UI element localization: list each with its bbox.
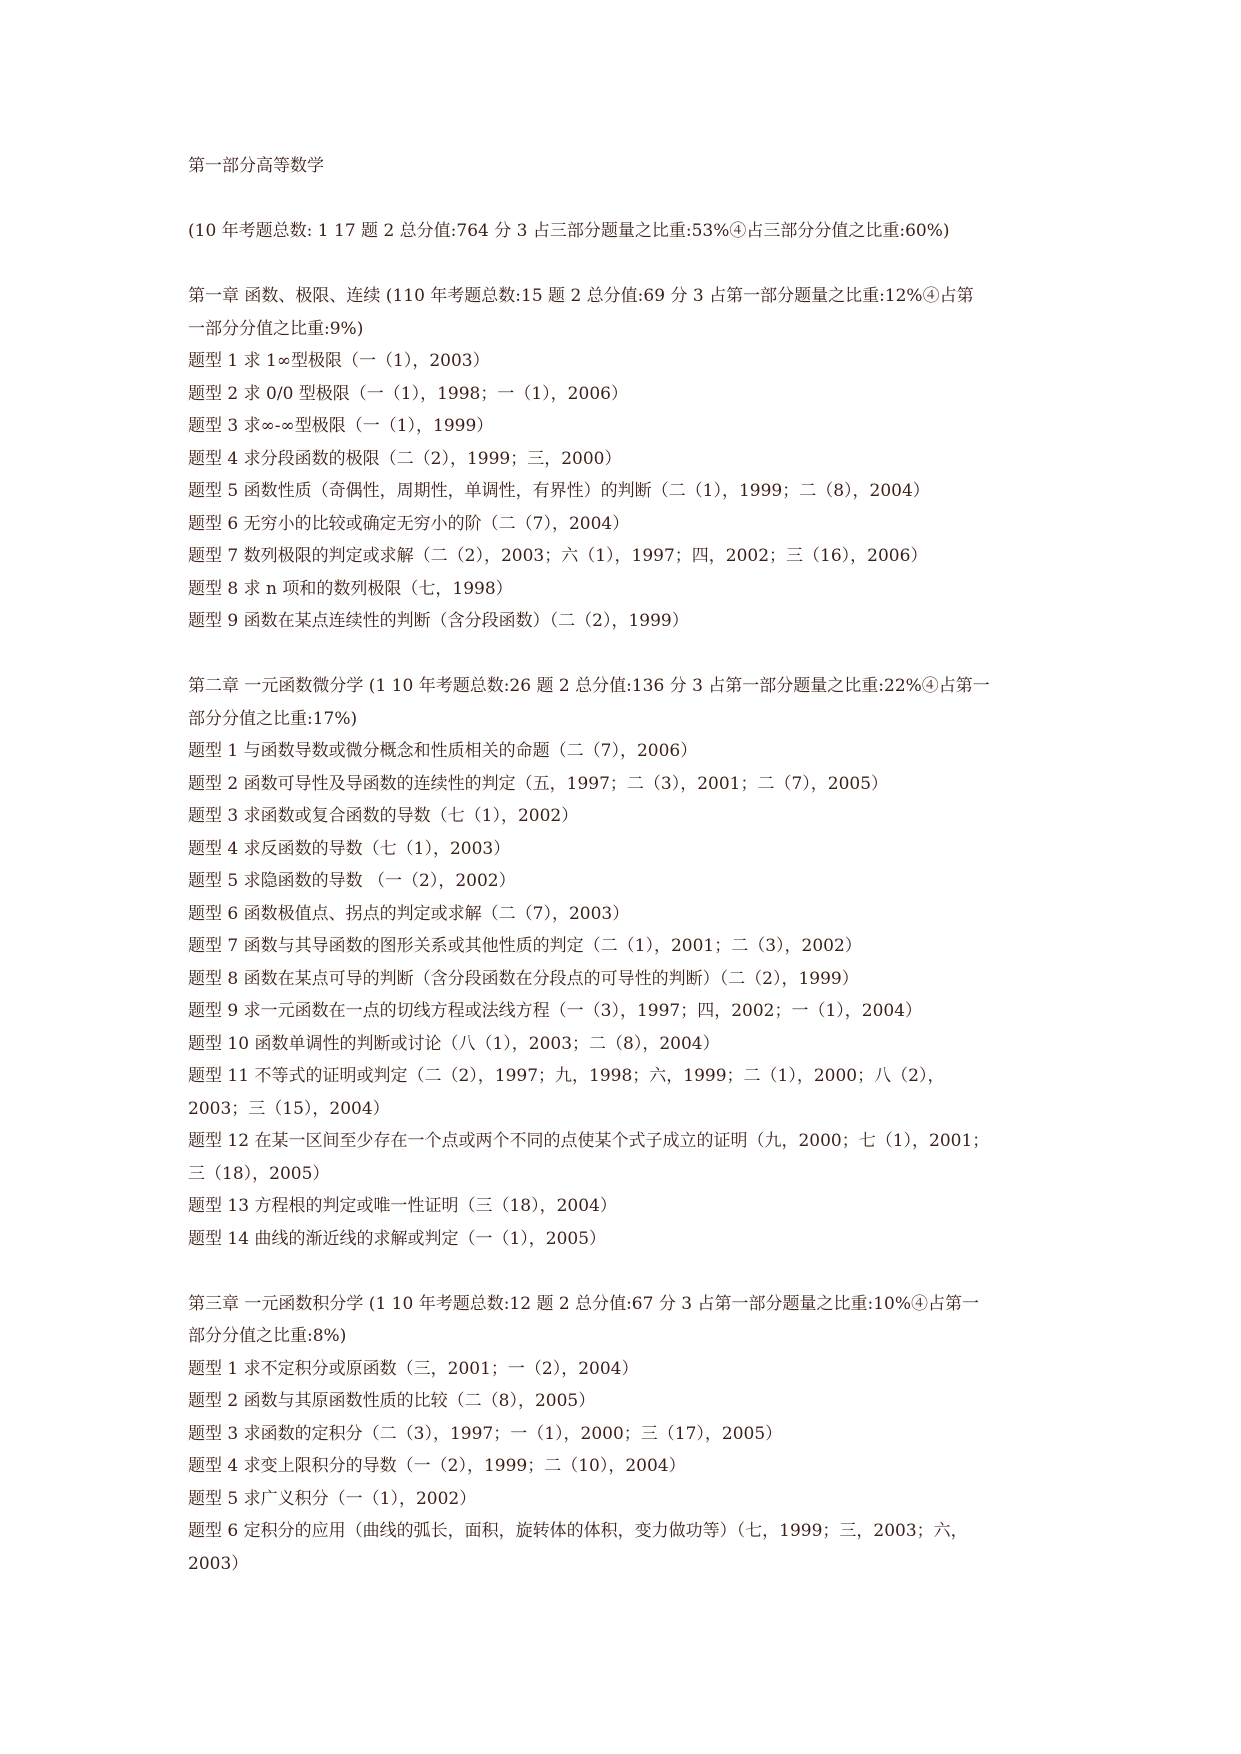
document-body [188, 150, 1068, 1580]
list-item: 题型 4 求反函数的导数（七（1），2003） [188, 838, 511, 859]
list-item: 题型 12 在某一区间至少存在一个点或两个不同的点使某个式子成立的证明（九，2000；七（1），2001； [188, 1131, 990, 1151]
chapter-1 [188, 280, 1068, 638]
list-item: 题型 8 函数在某点可导的判断（含分段函数在分段点的可导性的判断）（二（2），1999） [188, 968, 859, 989]
list-item: 题型 2 求 0/0 型极限（一（1），1998；一（1），2006） [188, 383, 628, 404]
chapter-heading: 第二章 一元函数微分学 (1 10 年考题总数:26 题 2 总分值:136 分 3 占第一部分题量之比重:22%④占第一 [188, 676, 990, 696]
chapter-heading-cont: 部分分值之比重:17%) [188, 708, 358, 729]
list-item: 题型 14 曲线的渐近线的求解或判定（一（1），2005） [188, 1228, 607, 1249]
chapter-2 [188, 670, 1068, 1255]
list-item: 题型 7 函数与其导函数的图形关系或其他性质的判定（二（1），2001；二（3），2002） [188, 936, 862, 956]
list-item: 题型 7 数列极限的判定或求解（二（2），2003；六（1），1997；四，2002；三（16），2006） [188, 546, 928, 566]
list-item: 题型 10 函数单调性的判断或讨论（八（1），2003；二（8），2004） [188, 1033, 720, 1054]
list-item: 题型 1 求 1∞型极限（一（1），2003） [188, 351, 490, 371]
list-item: 题型 6 定积分的应用（曲线的弧长，面积，旋转体的体积，变力做功等）（七，1999；三，2003；六， [188, 1521, 968, 1541]
list-item-cont: 三（18），2005） [188, 1163, 330, 1184]
spacer [188, 638, 1068, 671]
part-title: 第一部分高等数学 [188, 156, 324, 176]
list-item: 题型 8 求 n 项和的数列极限（七，1998） [188, 578, 513, 599]
list-item: 题型 1 求不定积分或原函数（三，2001；一（2），2004） [188, 1358, 639, 1379]
list-item: 题型 13 方程根的判定或唯一性证明（三（18），2004） [188, 1196, 617, 1216]
list-item: 题型 3 求函数或复合函数的导数（七（1），2002） [188, 806, 579, 826]
chapter-heading-cont: 一部分分值之比重:9%) [188, 318, 364, 339]
list-item: 题型 4 求分段函数的极限（二（2），1999；三，2000） [188, 448, 622, 469]
list-item-cont: 2003） [188, 1553, 249, 1574]
spacer [188, 183, 1068, 216]
list-item: 题型 6 函数极值点、拐点的判定或求解（二（7），2003） [188, 903, 630, 924]
spacer [188, 1255, 1068, 1288]
list-item: 题型 3 求函数的定积分（二（3），1997；一（1），2000；三（17），2005） [188, 1423, 783, 1444]
list-item: 题型 3 求∞-∞型极限（一（1），1999） [188, 416, 494, 436]
list-item: 题型 4 求变上限积分的导数（一（2），1999；二（10），2004） [188, 1456, 686, 1476]
list-item: 题型 9 函数在某点连续性的判断（含分段函数）（二（2），1999） [188, 611, 689, 631]
list-item: 题型 6 无穷小的比较或确定无穷小的阶（二（7），2004） [188, 513, 630, 534]
list-item: 题型 2 函数与其原函数性质的比较（二（8），2005） [188, 1391, 596, 1411]
list-item: 题型 11 不等式的证明或判定（二（2），1997；九，1998；六，1999；二（1），2000；八（2）， [188, 1066, 945, 1086]
list-item: 题型 5 函数性质（奇偶性，周期性，单调性，有界性）的判断（二（1），1999；二（8），2004） [188, 481, 930, 501]
list-item: 题型 5 求广义积分（一（1），2002） [188, 1488, 477, 1509]
chapter-heading: 第一章 函数、极限、连续 (110 年考题总数:15 题 2 总分值:69 分 3 占第一部分题量之比重:12%④占第 [188, 286, 974, 306]
list-item: 题型 9 求一元函数在一点的切线方程或法线方程（一（3），1997；四，2002；一（1），2004） [188, 1001, 923, 1021]
list-item: 题型 5 求隐函数的导数 （一（2），2002） [188, 871, 516, 891]
chapter-heading-cont: 部分分值之比重:8%) [188, 1326, 347, 1346]
list-item: 题型 1 与函数导数或微分概念和性质相关的命题（二（7），2006） [188, 741, 698, 761]
spacer [188, 248, 1068, 281]
part-summary: (10 年考题总数: 1 17 题 2 总分值:764 分 3 占三部分题量之比重:53%④占三部分分值之比重:60%) [188, 221, 950, 241]
chapter-heading: 第三章 一元函数积分学 (1 10 年考题总数:12 题 2 总分值:67 分 3 占第一部分题量之比重:10%④占第一 [188, 1293, 979, 1314]
list-item-cont: 2003；三（15），2004） [188, 1098, 390, 1119]
list-item: 题型 2 函数可导性及导函数的连续性的判定（五，1997；二（3），2001；二（7），2005） [188, 773, 889, 794]
chapter-3 [188, 1288, 1068, 1581]
